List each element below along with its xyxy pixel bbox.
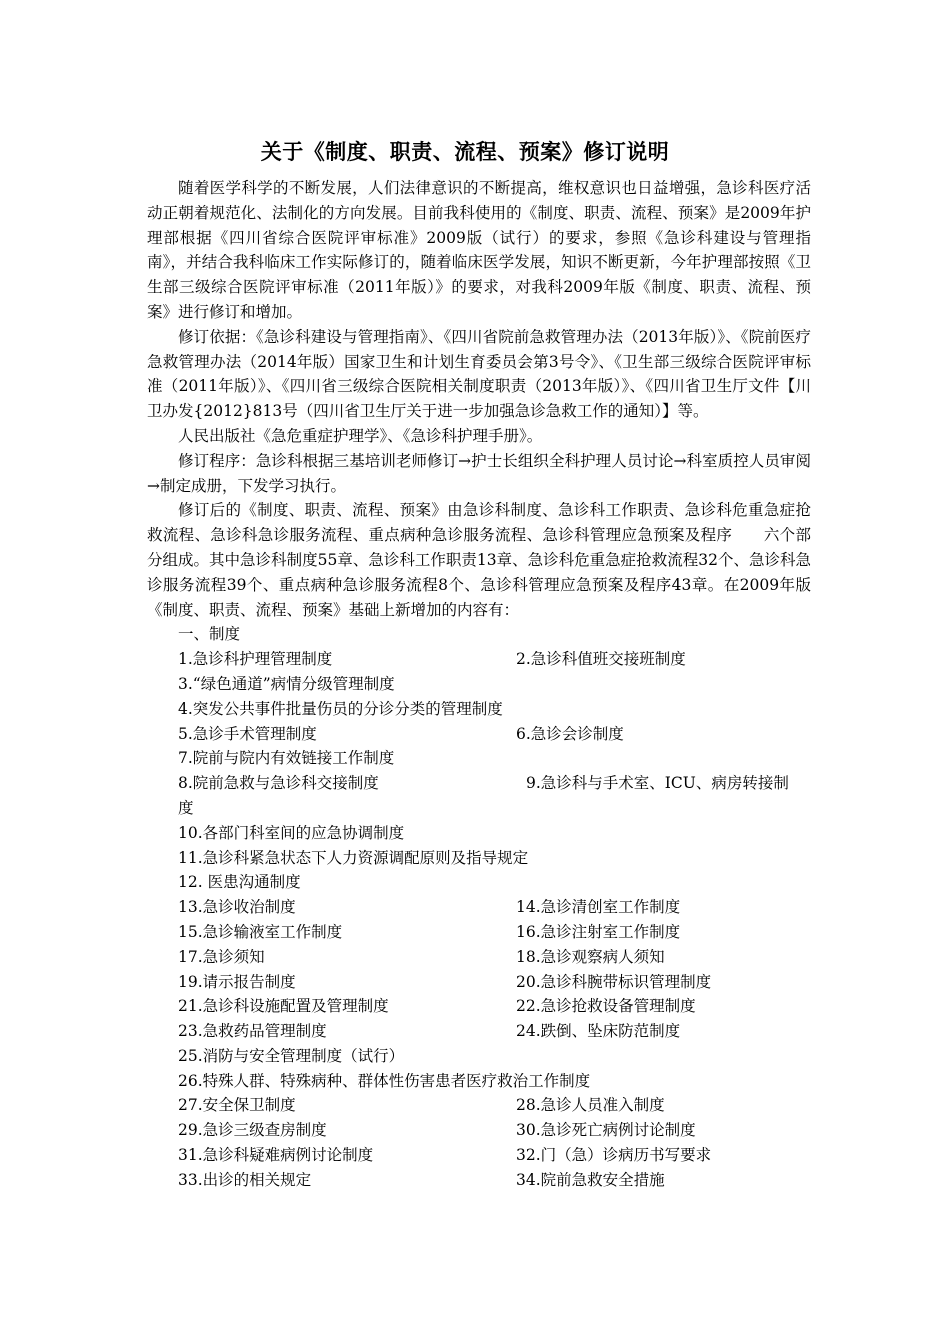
list-item: 10.各部门科室间的应急协调制度: [178, 823, 405, 842]
list-item: 26.特殊人群、特殊病种、群体性伤害患者医疗救治工作制度: [178, 1071, 591, 1090]
section-heading: 一、制度: [178, 625, 241, 644]
list-item: 17.急诊须知: [178, 947, 265, 966]
list-item: 23.急救药品管理制度: [178, 1022, 327, 1041]
document-title: 关于《制度、职责、流程、预案》修订说明: [260, 140, 670, 164]
list-item: 11.急诊科紧急状态下人力资源调配原则及指导规定: [178, 848, 529, 867]
list-item-continuation: 度: [178, 798, 194, 817]
list-item: 3.“绿色通道”病情分级管理制度: [178, 674, 395, 693]
list-item: 2.急诊科值班交接班制度: [516, 650, 686, 669]
list-item: 27.安全保卫制度: [178, 1096, 296, 1115]
list-item: 9.急诊科与手术室、ICU、病房转接制: [526, 774, 789, 793]
list-item: 25.消防与安全管理制度（试行）: [178, 1046, 405, 1065]
list-item: 16.急诊注射室工作制度: [516, 922, 681, 941]
list-item: 13.急诊收治制度: [178, 898, 296, 917]
list-item: 4.突发公共事件批量伤员的分诊分类的管理制度: [178, 699, 503, 718]
list-item: 22.急诊抢救设备管理制度: [516, 997, 696, 1016]
list-item: 29.急诊三级查房制度: [178, 1121, 327, 1140]
list-item: 7.院前与院内有效链接工作制度: [178, 749, 395, 768]
paragraph-contents: 修订后的《制度、职责、流程、预案》由急诊科制度、急诊科工作职责、急诊科危重急症抢救流程、急诊科急诊服务流程、重点病种急诊服务流程、急诊科管理应急预案及程序 六个部分组成。其中急诊科制度55章、急诊科工作职责13章、急诊科危重急症抢救流程32个、急诊科急诊服务流程39个、重点病种急诊服务流程8个、急诊科管理应急预案及程序43章。在2009年版《制度、职责、流程、预案》基础上新增加的内容有：: [147, 501, 811, 619]
list-item: 32.门（急）诊病历书写要求: [516, 1146, 712, 1165]
list-item: 19.请示报告制度: [178, 972, 296, 991]
list-item: 20.急诊科腕带标识管理制度: [516, 972, 712, 991]
list-item: 14.急诊清创室工作制度: [516, 898, 681, 917]
list-item: 34.院前急救安全措施: [516, 1170, 665, 1189]
document-body: [147, 176, 811, 1193]
list-item: 1.急诊科护理管理制度: [178, 650, 333, 669]
list-item: 24.跌倒、坠床防范制度: [516, 1022, 681, 1041]
list-item: 6.急诊会诊制度: [516, 724, 624, 743]
list-item: 18.急诊观察病人须知: [516, 947, 665, 966]
list-item: 28.急诊人员准入制度: [516, 1096, 665, 1115]
list-item: 8.院前急救与急诊科交接制度: [178, 774, 379, 793]
paragraph-procedure: 修订程序：急诊科根据三基培训老师修订→护士长组织全科护理人员讨论→科室质控人员审阅→制定成册，下发学习执行。: [147, 451, 811, 495]
list-item: 5.急诊手术管理制度: [178, 724, 317, 743]
list-item: 15.急诊输液室工作制度: [178, 922, 343, 941]
paragraph-basis: 修订依据：《急诊科建设与管理指南》、《四川省院前急救管理办法（2013年版）》、《院前医疗急救管理办法（2014年版）国家卫生和计划生育委员会第3号令》、《卫生部三级综合医院评审标准（2011年版）》、《四川省三级综合医院相关制度职责（2013年版）》、《四川省卫生厅文件【川卫办发{2012}813号（四川省卫生厅关于进一步加强急诊急救工作的通知）】等。: [147, 327, 811, 421]
list-item: 21.急诊科设施配置及管理制度: [178, 997, 389, 1016]
list-item: 12. 医患沟通制度: [178, 873, 301, 892]
regulation-list: [147, 622, 811, 1192]
list-item: 31.急诊科疑难病例讨论制度: [178, 1146, 374, 1165]
list-item: 30.急诊死亡病例讨论制度: [516, 1121, 696, 1140]
paragraph-references: 人民出版社《急危重症护理学》、《急诊科护理手册》。: [178, 426, 543, 445]
paragraph-background: 随着医学科学的不断发展，人们法律意识的不断提高，维权意识也日益增强，急诊科医疗活动正朝着规范化、法制化的方向发展。目前我科使用的《制度、职责、流程、预案》是2009年护理部根据《四川省综合医院评审标准》2009版（试行）的要求，参照《急诊科建设与管理指南》，并结合我科临床工作实际修订的，随着临床医学发展，知识不断更新，今年护理部按照《卫生部三级综合医院评审标准（2011年版）》的要求，对我科2009年版《制度、职责、流程、预案》进行修订和增加。: [147, 179, 811, 321]
list-item: 33.出诊的相关规定: [178, 1170, 312, 1189]
